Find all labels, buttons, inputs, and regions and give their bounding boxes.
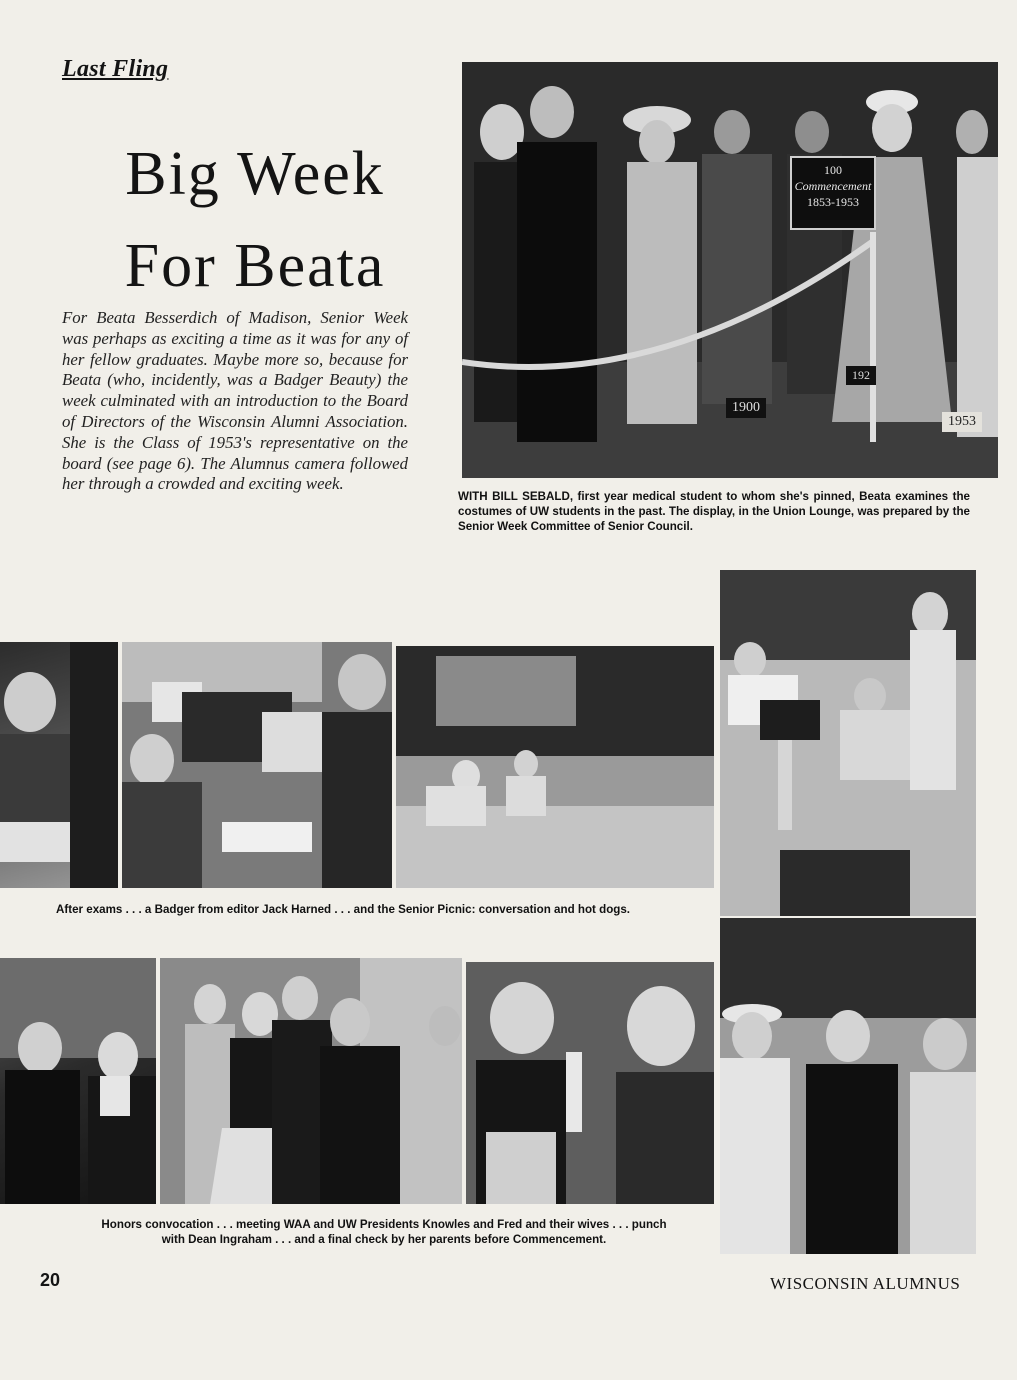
punch-scene xyxy=(466,962,714,1204)
centennial-sign xyxy=(790,156,876,230)
caption-row-3-line-1: Honors convocation . . . meeting WAA and UW Presidents Knowles and Fred and their wives . . . punch xyxy=(101,1218,667,1231)
sign-line-1: 100 xyxy=(824,163,842,177)
section-kicker: Last Fling xyxy=(62,56,169,82)
photo-punch-dean xyxy=(466,962,714,1204)
photo-badger-yearbook xyxy=(122,642,392,888)
after-exams-scene xyxy=(0,642,118,888)
year-tag-192: 192 xyxy=(846,366,876,385)
presidents-scene xyxy=(160,958,462,1204)
year-tag-1953: 1953 xyxy=(942,412,982,432)
caption-row-2: After exams . . . a Badger from editor Jack Harned . . . and the Senior Picnic: conversation and hot dogs. xyxy=(56,903,631,916)
parents-scene xyxy=(720,918,976,1254)
sign-line-2: Commencement xyxy=(794,179,872,193)
photo-hot-dogs xyxy=(720,570,976,916)
photo-honors-convocation xyxy=(0,958,156,1204)
magazine-title: WISCONSIN ALUMNUS xyxy=(770,1274,961,1293)
yearbook-scene xyxy=(122,642,392,888)
caption-main-photo: WITH BILL SEBALD, first year medical student to whom she's pinned, Beata examines the costumes of UW students in the past. The display, in the Union Lounge, was prepared by the Senior Week Committee of Senior Council. xyxy=(458,490,970,533)
picnic-scene xyxy=(396,646,714,888)
caption-row-3 xyxy=(52,1217,716,1247)
page-number: 20 xyxy=(40,1270,61,1290)
headline-line-2: For Beata xyxy=(124,232,386,300)
convocation-scene xyxy=(0,958,156,1204)
photo-after-exams xyxy=(0,642,118,888)
intro-paragraph: For Beata Besserdich of Madison, Senior Week was perhaps as exciting a time as it was for any of her fellow graduates. Maybe more so, because for Beata (who, incidently, was a Badger Beauty) the week culminated with an introduction to the Board of Directors of the Wisconsin Alumni Association. She is the Class of 1953's representative on the board (see page 6). The Alumnus camera followed her through a crowded and exciting week. xyxy=(62,308,408,494)
page-title xyxy=(60,128,450,312)
hot-dogs-scene xyxy=(720,570,976,916)
year-tag-1900: 1900 xyxy=(726,398,766,418)
caption-row-3-line-2: with Dean Ingraham . . . and a final check by her parents before Commencement. xyxy=(161,1233,607,1246)
photo-senior-picnic xyxy=(396,646,714,888)
photo-presidents-meeting xyxy=(160,958,462,1204)
photo-parents-check xyxy=(720,918,976,1254)
headline-line-1: Big Week xyxy=(125,140,385,208)
sign-line-3: 1853-1953 xyxy=(807,195,859,209)
